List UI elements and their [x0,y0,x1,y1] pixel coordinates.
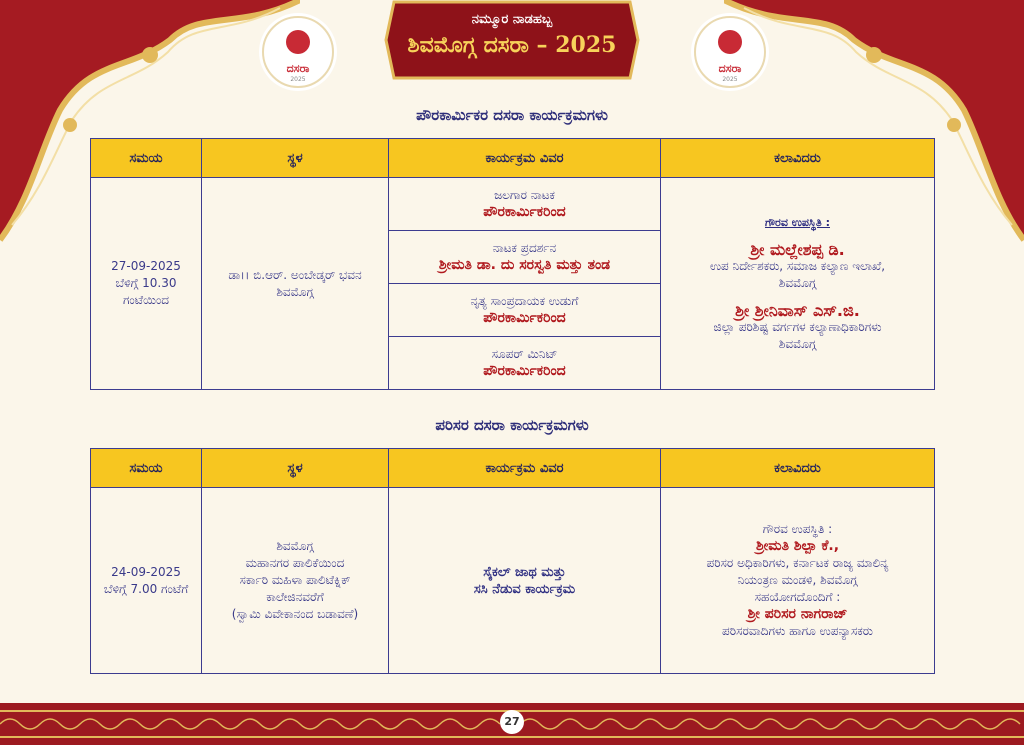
guest-role: ನಿಯಂತ್ರಣ ಮಂಡಳಿ, ಶಿವಮೊಗ್ಗ [737,573,858,587]
program-name: ನಾಟಕ ಪ್ರದರ್ಶನ [492,241,557,255]
table-header-row [91,139,935,178]
venue-cell [202,178,389,390]
dasara-logo-left [262,16,334,88]
guest-role: ಪರಿಸರವಾದಿಗಳು ಹಾಗೂ ಉಪನ್ಯಾಸಕರು [722,624,873,638]
table-header-row [91,449,935,488]
program-cell [389,337,661,390]
logo-text: ದಸರಾ [286,62,310,75]
event-date: 27-09-2025 [111,259,181,273]
program-cell [389,231,661,284]
guest-name: ಶ್ರೀ ಶ್ರೀನಿವಾಸ್ ಎಸ್.ಜಿ. [735,301,860,320]
col-time-header: ಸಮಯ [91,139,202,178]
venue-line: ಶಿವಮೊಗ್ಗ [276,539,314,553]
program-performer: ಪೌರಕಾರ್ಮಿಕರಿಂದ [483,204,566,220]
program-performer: ಶ್ರೀಮತಿ ಡಾ. ದು ಸರಸ್ವತಿ ಮತ್ತು ತಂಡ [438,257,611,273]
col-time-header: ಸಮಯ [91,449,202,488]
goddess-icon [286,30,310,54]
col-venue-header: ಸ್ಥಳ [202,449,389,488]
guest-place: ಶಿವಮೊಗ್ಗ [778,337,817,351]
section1-table [90,138,935,390]
program-name: ಜಲಗಾರ ನಾಟಕ [494,188,555,202]
goddess-icon [718,30,742,54]
table-row [91,488,935,674]
honor-label: ಗೌರವ ಉಪಸ್ಥಿತಿ : [764,216,830,229]
venue-line: (ಸ್ವಾಮಿ ವಿವೇಕಾನಂದ ಬಡಾವಣೆ) [231,607,359,621]
program-performer: ಪೌರಕಾರ್ಮಿಕರಿಂದ [483,363,566,379]
guest-name: ಶ್ರೀ ಮಲ್ಲೇಶಪ್ಪ ಡಿ. [750,240,845,259]
venue-city: ಶಿವಮೊಗ್ಗ [276,284,314,299]
venue-line: ಕಾಲೇಜಿನವರೆಗೆ [266,590,324,604]
guest-role: ಜಿಲ್ಲಾ ಪರಿಶಿಷ್ಟ ವರ್ಗಗಳ ಕಲ್ಯಾಣಾಧಿಕಾರಿಗಳು [713,320,882,334]
banner-subtitle: ನಮ್ಮೂರ ನಾಡಹಬ್ಬ [471,12,553,27]
dasara-logo-right [694,16,766,88]
honor-label: ಗೌರವ ಉಪಸ್ಥಿತಿ : [762,522,833,536]
program-performer: ಪೌರಕಾರ್ಮಿಕರಿಂದ [483,310,566,326]
section1-title: ಪೌರಕಾರ್ಮಿಕರ ದಸರಾ ಕಾರ್ಯಕ್ರಮಗಳು [416,106,608,124]
venue-name: ಡಾ।। ಬಿ.ಆರ್. ಅಂಬೇಡ್ಕರ್ ಭವನ [228,267,362,282]
artists-cell [661,178,935,390]
section2-table [90,448,935,674]
artists-cell [661,488,935,674]
guest-name: ಶ್ರೀ ಪರಿಸರ ನಾಗರಾಜ್ [747,606,848,622]
banner-title: ಶಿವಮೊಗ್ಗ ದಸರಾ – 2025 [407,32,617,58]
guest-role: ಪರಿಸರ ಅಧಿಕಾರಿಗಳು, ಕರ್ನಾಟಕ ರಾಜ್ಯ ಮಾಲಿನ್ಯ [706,556,889,570]
venue-cell [202,488,389,674]
section2-title: ಪರಿಸರ ದಸರಾ ಕಾರ್ಯಕ್ರಮಗಳು [435,416,589,434]
event-time: ಬೆಳಿಗ್ಗೆ 10.30 [115,276,177,290]
event-time: ಬೆಳಿಗ್ಗೆ 7.00 ಗಂಟೆಗೆ [103,581,189,596]
coop-label: ಸಹಯೋಗದೊಂದಿಗೆ : [754,590,841,604]
program-cell [389,178,661,231]
guest-role: ಉಪ ನಿರ್ದೇಶಕರು, ಸಮಾಜ ಕಲ್ಯಾಣ ಇಲಾಖೆ, [709,259,886,273]
program-name: ಸೈಕಲ್ ಜಾಥ ಮತ್ತು [483,564,566,580]
col-artists-header: ಕಲಾವಿದರು [661,449,935,488]
guest-name: ಶ್ರೀಮತಿ ಶಿಲ್ಪಾ ಕೆ., [755,538,840,554]
program-name: ಸೂಪರ್ ಮಿನಿಟ್ [491,347,558,361]
logo-text: ದಸರಾ [718,62,742,75]
table-row [91,178,935,231]
logo-year: 2025 [722,76,738,83]
program-name: ನೃತ್ಯ ಸಾಂಪ್ರದಾಯಕ ಉಡುಗೆ [470,294,579,308]
venue-line: ಸರ್ಕಾರಿ ಮಹಿಳಾ ಪಾಲಿಟೆಕ್ನಿಕ್ [239,573,351,587]
program-name: ಸಸಿ ನೆಡುವ ಕಾರ್ಯಕ್ರಮ [473,581,576,597]
time-cell [91,488,202,674]
col-program-header: ಕಾರ್ಯಕ್ರಮ ವಿವರ [389,449,661,488]
event-date: 24-09-2025 [111,564,181,579]
col-venue-header: ಸ್ಥಳ [202,139,389,178]
guest-place: ಶಿವಮೊಗ್ಗ [778,276,817,290]
venue-line: ಮಹಾನಗರ ಪಾಲಿಕೆಯಿಂದ [245,556,345,570]
col-program-header: ಕಾರ್ಯಕ್ರಮ ವಿವರ [389,139,661,178]
time-cell [91,178,202,390]
logo-year: 2025 [290,76,306,83]
program-cell [389,488,661,674]
page-number: 27 [500,710,524,734]
col-artists-header: ಕಲಾವಿದರು [661,139,935,178]
program-cell [389,284,661,337]
event-time-suffix: ಗಂಟೆಯಿಂದ [122,293,170,307]
